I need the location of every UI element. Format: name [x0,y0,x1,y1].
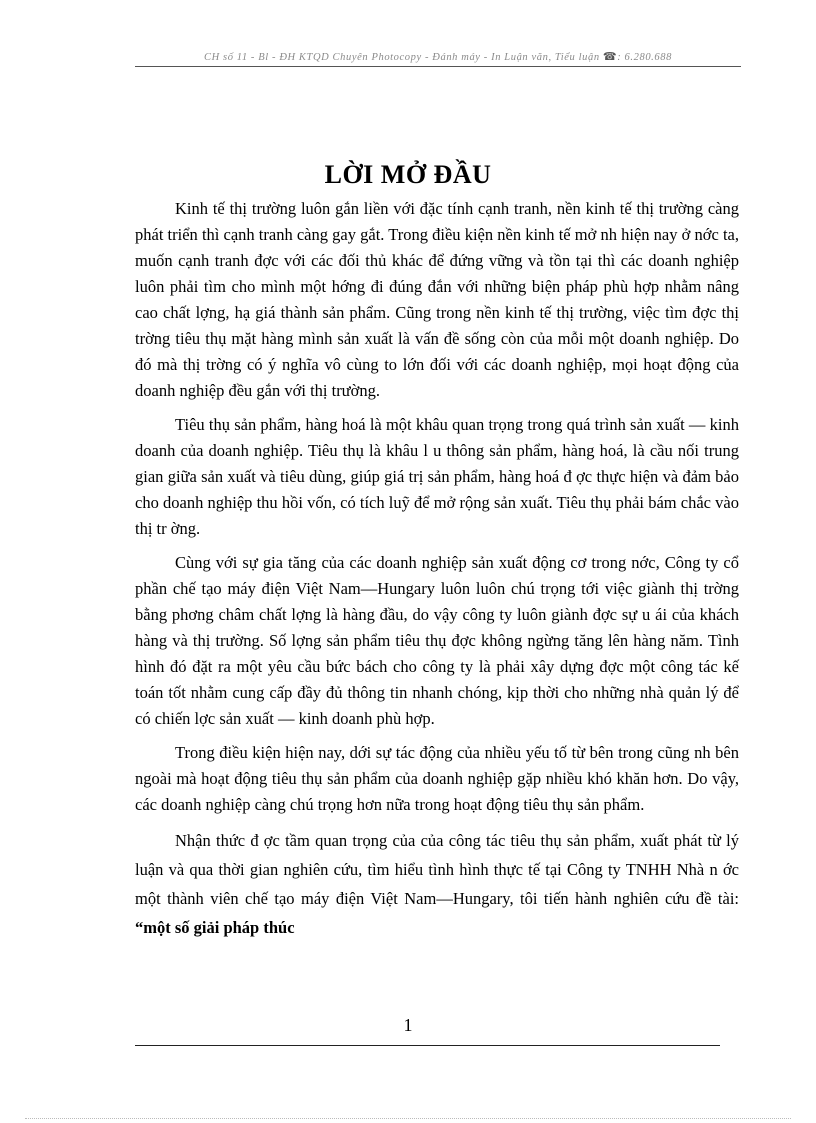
header-phone: : 6.280.688 [617,52,672,63]
phone-icon: ☎ [602,51,618,63]
header-rule [135,66,741,67]
header-text: CH số 11 - Bl - ĐH KTQD Chuyên Photocopy - Đánh máy - In Luận văn, Tiểu luận [204,52,600,63]
footer-rule [135,1045,720,1046]
paragraph-2: Tiêu thụ sản phẩm, hàng hoá là một khâu quan trọng trong quá trình sản xuất — kinh doanh của doanh nghiệp. Tiêu thụ là khâu l u thông sản phẩm, hàng hoá, là cầu nối trung gian giữa sản xuất và tiêu dùng, giúp giá trị sản phẩm, hàng hoá đ ợc thực hiện và đảm bảo cho doanh nghiệp thu hồi vốn, có tích luỹ để mở rộng sản xuất. Tiêu thụ phải bám chắc vào thị tr ờng. [135,415,739,538]
thesis-title-emphasis: “một số giải pháp thúc [135,918,295,937]
paragraph-5-text: Nhận thức đ ợc tầm quan trọng của của công tác tiêu thụ sản phẩm, xuất phát từ lý luận và qua thời gian nghiên cứu, tìm hiểu tình hình thực tế tại Công ty TNHH Nhà n ớc một thành viên chế tạo máy điện Việt Nam—Hungary, tôi tiến hành nghiên cứu đề tài: [135,831,739,908]
page-title: LỜI MỞ ĐẦU [324,160,492,189]
paragraph-4: Trong điều kiện hiện nay, dới sự tác động của nhiều yếu tố từ bên trong cũng nh bên ngoài mà hoạt động tiêu thụ sản phẩm của doanh nghiệp gặp nhiều khó khăn hơn. Do vậy, các doanh nghiệp càng chú trọng hơn nữa trong hoạt động tiêu thụ sản phẩm. [135,743,739,814]
page-header [135,50,741,63]
body-text [135,196,739,950]
paragraph-5 [135,826,739,942]
page-bottom-edge [25,1118,791,1119]
page-number: 1 [403,1015,413,1035]
paragraph-3: Cùng với sự gia tăng của các doanh nghiệp sản xuất động cơ trong nớc, Công ty cổ phần chế tạo máy điện Việt Nam—Hungary luôn luôn chú trọng tới việc giành thị trờng bằng phơng châm chất lợng là hàng đầu, do vậy công ty luôn giành đợc sự u ái của khách hàng và thị trường. Số lợng sản phẩm tiêu thụ đợc không ngừng tăng lên hàng năm. Tình hình đó đặt ra một yêu cầu bức bách cho công ty là phải xây dựng đợc một công tác kế toán tốt nhằm cung cấp đầy đủ thông tin nhanh chóng, kịp thời cho những nhà quản lý để có chiến lợc sản xuất — kinh doanh phù hợp. [135,553,739,728]
paragraph-1: Kinh tế thị trường luôn gắn liền với đặc tính cạnh tranh, nền kinh tế thị trường càng phát triển thì cạnh tranh càng gay gắt. Trong điều kiện nền kinh tế mở nh hiện nay ở nớc ta, muốn cạnh tranh đợc với các đối thủ khác để đứng vững và tồn tại thì các doanh nghiệp luôn phải tìm cho mình một hớng đi đúng đắn với những biện pháp phù hợp nhằm nâng cao chất lợng, hạ giá thành sản phẩm. Cũng trong nền kinh tế thị trường, việc tìm đợc thị trờng tiêu thụ mặt hàng mình sản xuất là vấn đề sống còn của mỗi một doanh nghiệp. Do đó mà thị trờng có ý nghĩa vô cùng to lớn đối với các doanh nghiệp, mọi hoạt động của doanh nghiệp đều gắn với thị trường. [135,199,739,400]
